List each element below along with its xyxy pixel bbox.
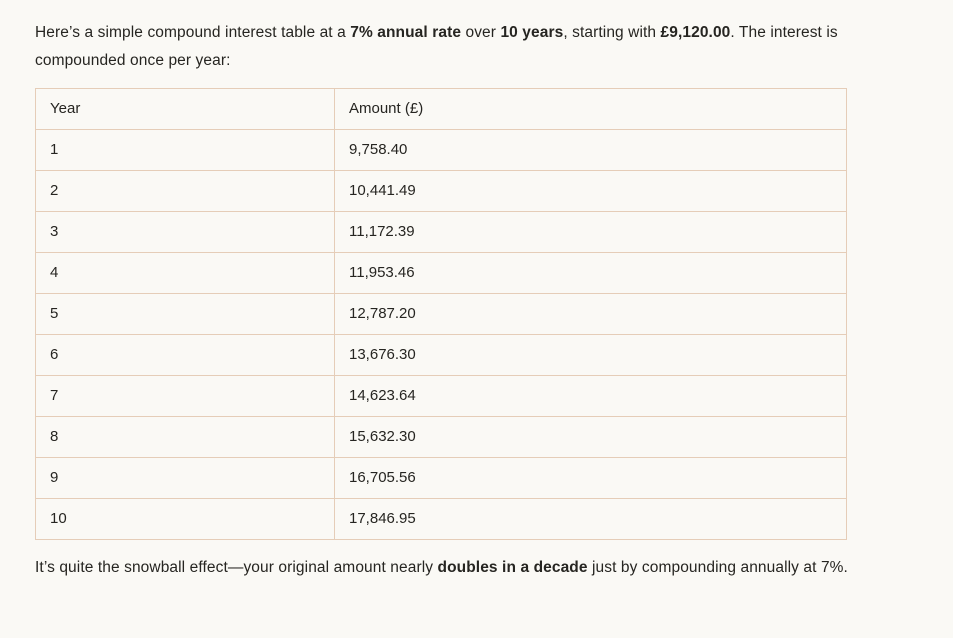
column-header-amount: Amount (£) [335, 89, 847, 130]
outro-text-segment: It’s quite the snowball effect—your original amount nearly [35, 559, 438, 576]
outro-paragraph [35, 554, 918, 582]
intro-bold-years: 10 years [500, 24, 564, 41]
table-row [36, 171, 847, 212]
intro-text-segment: , starting with [563, 24, 661, 41]
amount-cell: 16,705.56 [335, 458, 847, 499]
year-cell: 5 [36, 294, 335, 335]
year-cell: 9 [36, 458, 335, 499]
table-row [36, 212, 847, 253]
year-cell: 7 [36, 376, 335, 417]
amount-cell: 9,758.40 [335, 130, 847, 171]
amount-cell: 15,632.30 [335, 417, 847, 458]
outro-bold-doubles: doubles in a decade [437, 559, 588, 576]
year-cell: 10 [36, 499, 335, 540]
amount-cell: 11,953.46 [335, 253, 847, 294]
table-row [36, 130, 847, 171]
year-cell: 2 [36, 171, 335, 212]
table-row [36, 417, 847, 458]
table-row [36, 458, 847, 499]
year-cell: 6 [36, 335, 335, 376]
table-row [36, 335, 847, 376]
amount-cell: 12,787.20 [335, 294, 847, 335]
intro-paragraph [35, 19, 918, 75]
intro-bold-rate: 7% annual rate [350, 24, 462, 41]
amount-cell: 13,676.30 [335, 335, 847, 376]
amount-cell: 11,172.39 [335, 212, 847, 253]
outro-text-segment: just by compounding annually at 7%. [587, 559, 848, 576]
year-cell: 3 [36, 212, 335, 253]
table-row [36, 499, 847, 540]
intro-bold-principal: £9,120.00 [660, 24, 731, 41]
year-cell: 8 [36, 417, 335, 458]
compound-interest-table [35, 88, 847, 540]
amount-cell: 17,846.95 [335, 499, 847, 540]
intro-text-segment: . The interest is compounded once per year: [35, 24, 838, 69]
amount-cell: 10,441.49 [335, 171, 847, 212]
amount-cell: 14,623.64 [335, 376, 847, 417]
column-header-year: Year [36, 89, 335, 130]
table-header-row [36, 89, 847, 130]
intro-text-segment: over [461, 24, 501, 41]
intro-text-segment: Here’s a simple compound interest table at a [35, 24, 351, 41]
table-row [36, 253, 847, 294]
year-cell: 1 [36, 130, 335, 171]
table-row [36, 376, 847, 417]
table-row [36, 294, 847, 335]
year-cell: 4 [36, 253, 335, 294]
